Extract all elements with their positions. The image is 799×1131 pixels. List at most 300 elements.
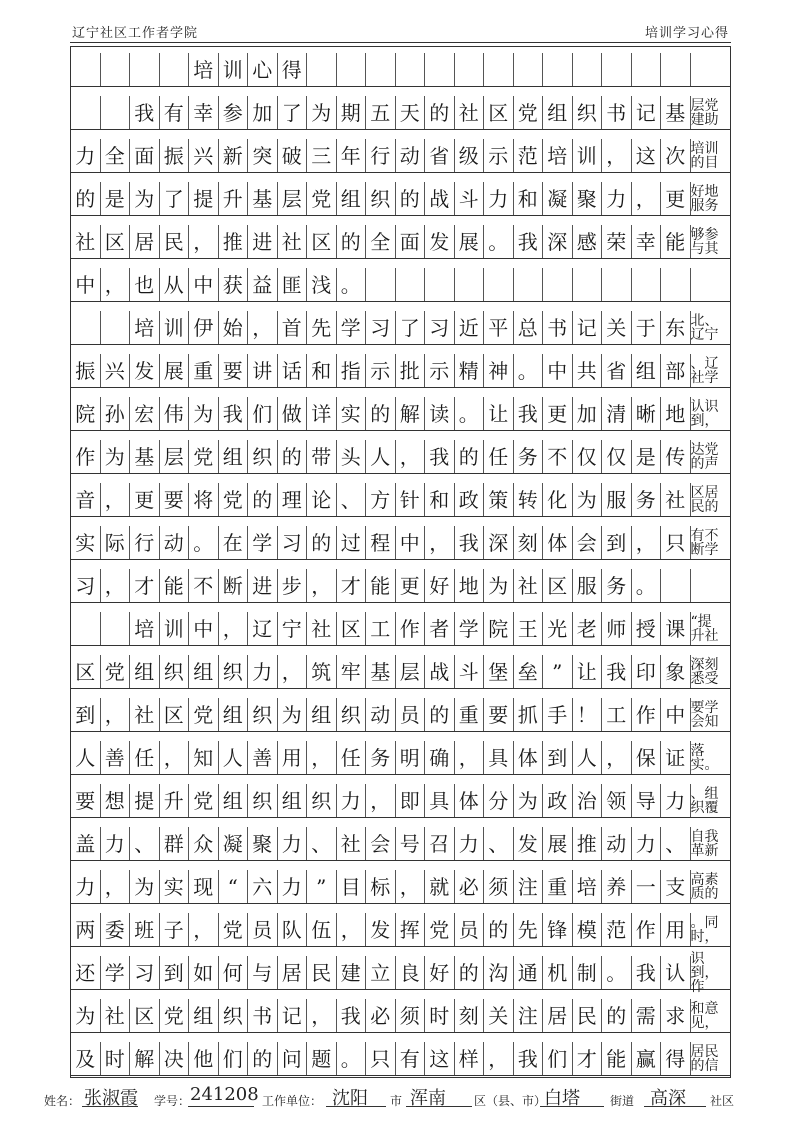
grid-cell: 的 <box>455 440 485 473</box>
grid-cell: 共 <box>573 354 603 387</box>
grid-cell: 推 <box>573 827 603 860</box>
grid-cell: 参 <box>219 96 249 129</box>
grid-cell <box>514 268 544 301</box>
grid-cell: 证 <box>661 741 691 774</box>
grid-cell: ， <box>602 139 632 172</box>
grid-cell: 筑 <box>307 655 337 688</box>
grid-cell: 务 <box>602 569 632 602</box>
grid-cell: 保 <box>632 741 662 774</box>
grid-cell <box>691 53 721 86</box>
grid-cell: 织 <box>248 784 278 817</box>
grid-cell: 光 <box>543 612 573 645</box>
grid-cell: 到 <box>543 741 573 774</box>
grid-cell <box>160 53 190 86</box>
grid-cell: 幸 <box>189 96 219 129</box>
grid-cell: 到 <box>160 956 190 989</box>
grid-cell: 与 <box>248 956 278 989</box>
grid-cell: 他 <box>189 1042 219 1075</box>
grid-cell: 习 <box>278 526 308 559</box>
grid-cell: 更 <box>130 483 160 516</box>
name-value: 张淑霞 <box>84 1088 138 1109</box>
grid-cell: 民 <box>160 225 190 258</box>
grid-cell: 课 <box>661 612 691 645</box>
grid-cell: 学 <box>337 311 367 344</box>
grid-cell: 党 <box>189 698 219 731</box>
grid-cell: 垒 <box>514 655 544 688</box>
grid-cell: 区 <box>71 655 101 688</box>
grid-cell: 训 <box>160 311 190 344</box>
text-row <box>71 698 730 732</box>
grid-cell: 样 <box>455 1042 485 1075</box>
grid-cell: 注 <box>514 870 544 903</box>
grid-cell: 力 <box>337 784 367 817</box>
grid-cell: 织 <box>219 999 249 1032</box>
grid-cell: ， <box>337 913 367 946</box>
grid-cell: 和 <box>425 483 455 516</box>
grid-cell: ， <box>160 741 190 774</box>
grid-cell: 得 <box>278 53 308 86</box>
grid-cell: 区居民的 <box>690 484 719 515</box>
grid-cell: 破 <box>278 139 308 172</box>
grid-cell: 必 <box>455 870 485 903</box>
text-row <box>71 655 730 689</box>
grid-cell: 为 <box>514 784 544 817</box>
grid-cell: 政 <box>543 784 573 817</box>
grid-cell: 兴 <box>101 354 131 387</box>
grid-cell: 凝 <box>543 182 573 215</box>
grid-cell: 通 <box>514 956 544 989</box>
grid-cell <box>514 53 544 86</box>
grid-cell: 重 <box>543 870 573 903</box>
grid-cell: 学 <box>455 612 485 645</box>
text-row <box>71 354 730 388</box>
grid-cell: 重 <box>189 354 219 387</box>
grid-cell: ， <box>189 913 219 946</box>
grid-cell <box>484 268 514 301</box>
grid-cell: 基 <box>366 655 396 688</box>
grid-cell: 记 <box>278 999 308 1032</box>
grid-cell: 制 <box>573 956 603 989</box>
grid-cell: 院 <box>71 397 101 430</box>
grid-cell: 党 <box>425 913 455 946</box>
grid-cell: 培 <box>189 53 219 86</box>
grid-cell: 层 <box>396 655 426 688</box>
grid-cell: 详 <box>307 397 337 430</box>
grid-cell: 实 <box>337 397 367 430</box>
grid-cell: 服 <box>573 569 603 602</box>
grid-cell: 师 <box>602 612 632 645</box>
grid-cell <box>573 268 603 301</box>
grid-cell: 居 <box>543 999 573 1032</box>
grid-cell <box>396 53 426 86</box>
grid-cell: 子 <box>160 913 190 946</box>
grid-cell: 。 <box>337 1042 367 1075</box>
institution-name: 辽宁社区工作者学院 <box>72 26 199 41</box>
grid-cell: ， <box>425 526 455 559</box>
grid-cell: 层党建助 <box>690 97 719 128</box>
grid-cell: 宏 <box>130 397 160 430</box>
grid-cell: 战 <box>425 655 455 688</box>
grid-cell: 训 <box>160 612 190 645</box>
text-row <box>71 526 730 560</box>
grid-cell: 用 <box>661 913 691 946</box>
grid-cell: 平 <box>484 311 514 344</box>
text-row <box>71 612 730 646</box>
city-value: 沈阳 <box>332 1088 368 1109</box>
grid-cell: 必 <box>366 999 396 1032</box>
grid-cell: 中 <box>71 268 101 301</box>
grid-cell: 织 <box>366 182 396 215</box>
grid-cell: 级 <box>455 139 485 172</box>
grid-cell: 会 <box>573 526 603 559</box>
grid-cell: 高素质的 <box>690 871 719 902</box>
grid-cell: 抓 <box>514 698 544 731</box>
grid-cell: 认识到， <box>690 398 719 429</box>
grid-cell: 的 <box>307 526 337 559</box>
text-row <box>71 1042 730 1076</box>
grid-cell <box>396 268 426 301</box>
grid-cell: 这 <box>632 139 662 172</box>
grid-cell: 、 <box>484 827 514 860</box>
grid-cell: 需 <box>632 999 662 1032</box>
grid-cell: 先 <box>307 311 337 344</box>
grid-cell: 任 <box>484 440 514 473</box>
grid-cell: 组 <box>219 440 249 473</box>
grid-cell: 才 <box>130 569 160 602</box>
grid-cell: 能 <box>160 569 190 602</box>
grid-cell: 能 <box>661 225 691 258</box>
text-row <box>71 53 730 87</box>
grid-cell: 发 <box>425 225 455 258</box>
grid-cell: 力 <box>278 870 308 903</box>
grid-cell: 社 <box>71 225 101 258</box>
grid-cell: 只 <box>366 1042 396 1075</box>
grid-cell: 到 <box>602 526 632 559</box>
grid-cell: 还 <box>71 956 101 989</box>
grid-cell: 我 <box>130 96 160 129</box>
grid-cell: 盖 <box>71 827 101 860</box>
grid-cell: 须 <box>396 999 426 1032</box>
grid-cell: 员 <box>455 913 485 946</box>
grid-cell: 居 <box>130 225 160 258</box>
grid-cell: 党 <box>307 182 337 215</box>
text-row <box>71 569 730 603</box>
grid-cell: 们 <box>543 1042 573 1075</box>
grid-cell: 升 <box>160 784 190 817</box>
grid-cell: 动 <box>602 827 632 860</box>
grid-cell <box>543 53 573 86</box>
grid-cell: 学 <box>101 956 131 989</box>
text-row <box>71 182 730 216</box>
grid-cell: 示 <box>425 354 455 387</box>
grid-cell: 突 <box>248 139 278 172</box>
grid-cell: ， <box>366 784 396 817</box>
grid-cell: 作 <box>632 913 662 946</box>
grid-cell: 年 <box>337 139 367 172</box>
grid-cell: 际 <box>101 526 131 559</box>
grid-cell: 自我革新 <box>690 828 719 859</box>
grid-cell <box>691 268 721 301</box>
grid-cell: 精 <box>455 354 485 387</box>
grid-cell: 中 <box>543 354 573 387</box>
grid-cell: ， <box>101 870 131 903</box>
grid-cell: 全 <box>366 225 396 258</box>
grid-cell: 务 <box>366 741 396 774</box>
text-row <box>71 999 730 1033</box>
grid-cell: 老 <box>573 612 603 645</box>
name-underline <box>82 1106 138 1107</box>
grid-cell: 实 <box>71 526 101 559</box>
grid-cell: 聚 <box>248 827 278 860</box>
grid-cell: 员 <box>248 913 278 946</box>
grid-cell: 组 <box>307 698 337 731</box>
grid-cell: 这 <box>425 1042 455 1075</box>
grid-cell: 立 <box>366 956 396 989</box>
grid-cell: 知 <box>189 741 219 774</box>
grid-cell: 面 <box>130 139 160 172</box>
grid-cell: 让 <box>573 655 603 688</box>
grid-cell: 要 <box>71 784 101 817</box>
grid-cell: 益 <box>248 268 278 301</box>
grid-cell: 发 <box>514 827 544 860</box>
grid-cell: 力 <box>484 182 514 215</box>
grid-cell: 孙 <box>101 397 131 430</box>
grid-cell: 社 <box>278 225 308 258</box>
grid-cell: 五 <box>366 96 396 129</box>
grid-cell: 号 <box>396 827 426 860</box>
grid-cell: 组 <box>189 999 219 1032</box>
grid-cell: 力 <box>602 182 632 215</box>
grid-cell: ， <box>307 569 337 602</box>
grid-cell: 发 <box>366 913 396 946</box>
grid-cell: 区 <box>337 612 367 645</box>
grid-cell: 层 <box>160 440 190 473</box>
grid-cell: 即 <box>396 784 426 817</box>
grid-cell: 区 <box>307 225 337 258</box>
grid-cell: 进 <box>248 569 278 602</box>
grid-cell: 善 <box>101 741 131 774</box>
grid-cell: 省 <box>602 354 632 387</box>
grid-cell: 了 <box>278 96 308 129</box>
grid-cell <box>632 268 662 301</box>
grid-cell: 用 <box>278 741 308 774</box>
grid-cell: 幸 <box>632 225 662 258</box>
text-row <box>71 96 730 130</box>
grid-cell: ， <box>484 1042 514 1075</box>
grid-cell: 养 <box>602 870 632 903</box>
grid-cell: 化 <box>543 483 573 516</box>
grid-cell: 具 <box>425 784 455 817</box>
grid-cell: 行 <box>130 526 160 559</box>
grid-cell: 众 <box>189 827 219 860</box>
grid-cell: 印 <box>632 655 662 688</box>
student-id-label: 学号： <box>154 1094 191 1108</box>
text-row <box>71 827 730 861</box>
grid-cell: 北、辽宁 <box>690 312 719 343</box>
grid-cell: “ <box>219 870 249 903</box>
grid-cell: 问 <box>278 1042 308 1075</box>
grid-cell <box>71 96 101 129</box>
grid-cell: 获 <box>219 268 249 301</box>
grid-cell: 聚 <box>573 182 603 215</box>
grid-cell: 的 <box>396 182 426 215</box>
grid-cell: 头 <box>337 440 367 473</box>
grid-cell: 、 <box>661 827 691 860</box>
grid-cell: 领 <box>602 784 632 817</box>
grid-cell: 发 <box>130 354 160 387</box>
grid-cell: 深 <box>543 225 573 258</box>
grid-cell: 书 <box>248 999 278 1032</box>
grid-cell: 社 <box>661 483 691 516</box>
grid-cell: 凝 <box>219 827 249 860</box>
grid-cell <box>101 96 131 129</box>
grid-cell: 批 <box>396 354 426 387</box>
grid-cell: 手 <box>543 698 573 731</box>
grid-cell: 群 <box>160 827 190 860</box>
grid-cell: 转 <box>514 483 544 516</box>
grid-cell: 人 <box>573 741 603 774</box>
grid-cell: 策 <box>484 483 514 516</box>
grid-cell: 期 <box>337 96 367 129</box>
grid-cell: 时 <box>101 1042 131 1075</box>
grid-cell: 提 <box>130 784 160 817</box>
grid-cell: 区 <box>543 569 573 602</box>
grid-cell: 基 <box>248 182 278 215</box>
grid-cell: ， <box>455 741 485 774</box>
grid-cell: 中 <box>189 612 219 645</box>
grid-cell: 示 <box>366 354 396 387</box>
grid-cell: 组 <box>189 655 219 688</box>
text-row <box>71 483 730 517</box>
grid-cell: 区 <box>130 999 160 1032</box>
grid-cell: 习 <box>130 956 160 989</box>
grid-cell: 、 <box>337 483 367 516</box>
grid-cell: 有不断学 <box>690 527 719 558</box>
grid-cell: 居民的信 <box>690 1043 719 1074</box>
grid-cell: 好 <box>425 569 455 602</box>
grid-cell: 晰 <box>632 397 662 430</box>
grid-cell: 者 <box>425 612 455 645</box>
grid-cell: 基 <box>130 440 160 473</box>
grid-cell: 委 <box>101 913 131 946</box>
text-row <box>71 784 730 818</box>
grid-cell <box>484 53 514 86</box>
grid-cell: 方 <box>366 483 396 516</box>
grid-cell: 和意见， <box>690 1000 719 1031</box>
grid-cell: 堡 <box>484 655 514 688</box>
grid-cell: 培 <box>573 870 603 903</box>
grid-cell: 面 <box>396 225 426 258</box>
grid-cell: 我 <box>337 999 367 1032</box>
grid-cell: 部 <box>661 354 691 387</box>
grid-cell: 民 <box>573 999 603 1032</box>
grid-cell: 让 <box>484 397 514 430</box>
grid-cell: 人 <box>366 440 396 473</box>
grid-cell: ， <box>278 655 308 688</box>
grid-cell: 为 <box>130 870 160 903</box>
grid-cell: 为 <box>573 483 603 516</box>
text-row <box>71 440 730 474</box>
grid-cell: 匪 <box>278 268 308 301</box>
grid-cell: 动 <box>366 698 396 731</box>
grid-cell: 范 <box>514 139 544 172</box>
grid-cell: 。 <box>514 354 544 387</box>
street-underline <box>540 1106 604 1107</box>
grid-cell: 党 <box>219 913 249 946</box>
document-category: 培训学习心得 <box>644 26 729 41</box>
grid-cell: 全 <box>101 139 131 172</box>
grid-cell: 讲 <box>248 354 278 387</box>
grid-cell: ， <box>101 268 131 301</box>
grid-cell: 的 <box>337 225 367 258</box>
grid-cell: 我 <box>219 397 249 430</box>
grid-cell <box>307 53 337 86</box>
grid-cell: 有 <box>160 96 190 129</box>
grid-cell: 理 <box>278 483 308 516</box>
grid-cell: 不 <box>543 440 573 473</box>
grid-cell: 善 <box>248 741 278 774</box>
text-row <box>71 950 730 995</box>
grid-cell: 会 <box>366 827 396 860</box>
grid-cell: 斗 <box>455 182 485 215</box>
grid-cell: 的 <box>425 96 455 129</box>
grid-cell: 辽 <box>248 612 278 645</box>
grid-cell: 支 <box>661 870 691 903</box>
grid-cell <box>366 268 396 301</box>
grid-cell: 如 <box>189 956 219 989</box>
grid-cell: 决 <box>160 1042 190 1075</box>
grid-cell: 三 <box>307 139 337 172</box>
grid-cell: 的 <box>71 182 101 215</box>
grid-cell: 党 <box>160 999 190 1032</box>
grid-cell: 召 <box>425 827 455 860</box>
grid-cell: ， <box>396 870 426 903</box>
grid-cell: 区 <box>101 225 131 258</box>
grid-cell: 要 <box>219 354 249 387</box>
grid-cell: 想 <box>101 784 131 817</box>
grid-cell: 培训的目 <box>690 140 719 171</box>
text-row <box>71 397 730 431</box>
grid-cell <box>602 268 632 301</box>
grid-cell: 训 <box>573 139 603 172</box>
grid-cell: 我 <box>455 526 485 559</box>
grid-cell: 织 <box>248 698 278 731</box>
grid-cell: 升 <box>219 182 249 215</box>
grid-cell: 组 <box>278 784 308 817</box>
grid-cell: 从 <box>160 268 190 301</box>
grid-cell <box>425 53 455 86</box>
grid-cell: 关 <box>602 311 632 344</box>
grid-cell: 展 <box>543 827 573 860</box>
grid-cell: 力 <box>455 827 485 860</box>
grid-cell: 、 <box>307 827 337 860</box>
grid-cell: 刻 <box>514 526 544 559</box>
grid-cell: 区 <box>160 698 190 731</box>
grid-cell: ， <box>189 225 219 258</box>
grid-cell: 织 <box>248 440 278 473</box>
grid-cell: 我 <box>514 1042 544 1075</box>
grid-cell: 力 <box>71 139 101 172</box>
grid-cell: 。 <box>602 956 632 989</box>
grid-cell: 力 <box>632 827 662 860</box>
grid-cell: 战 <box>425 182 455 215</box>
grid-cell: 社 <box>455 96 485 129</box>
text-row <box>71 870 730 904</box>
grid-cell <box>691 569 721 602</box>
grid-cell: ， <box>219 612 249 645</box>
grid-cell: 社 <box>130 698 160 731</box>
grid-cell: ， <box>632 526 662 559</box>
